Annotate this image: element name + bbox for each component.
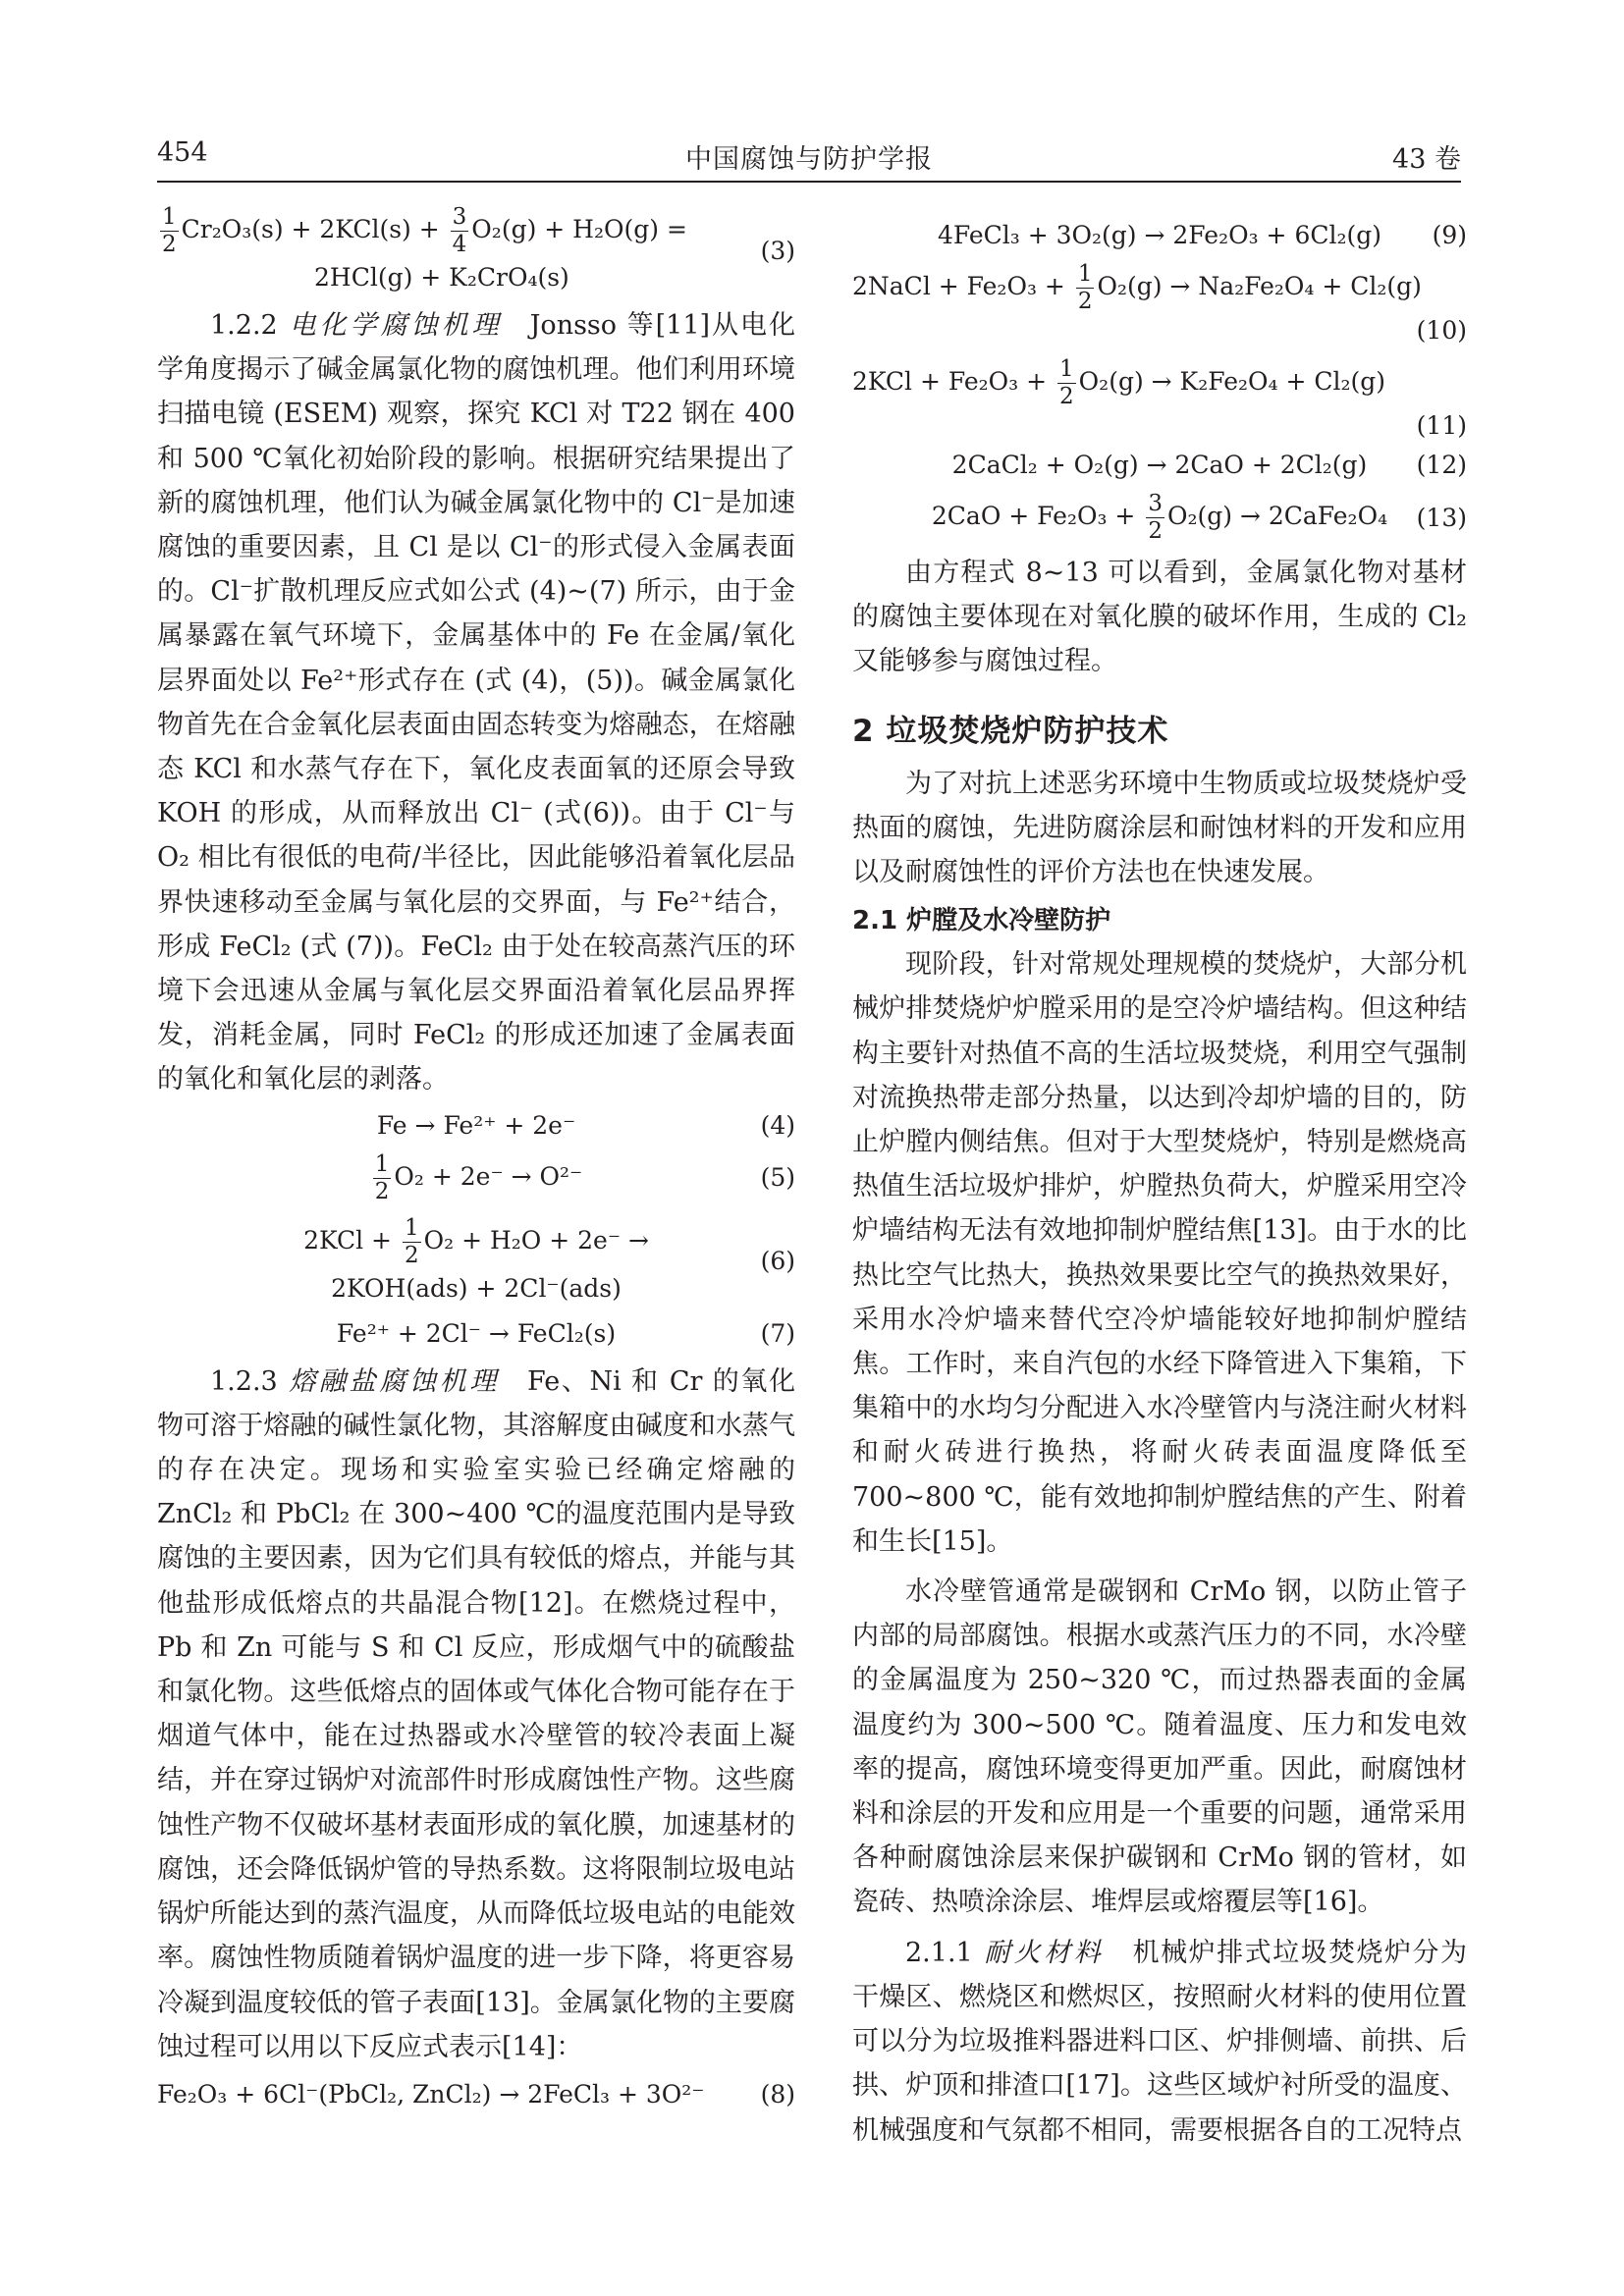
equation-3: $\frac{1}{2}$ Cr₂O₃(s) + 2KCl(s) + $\frac{3}{4}$ O₂(g) + H₂O(g) = 2HCl(g) + K₂CrO₄(s) (3) — [162, 204, 795, 292]
right-column — [852, 218, 1467, 2153]
equation-9: 4FeCl₃ + 3O₂(g) → 2Fe₂O₃ + 6Cl₂(g) (9) — [937, 221, 1467, 249]
section-2-1-heading: 2.1 炉膛及水冷壁防护 — [852, 906, 1111, 936]
equation-13: 2CaO + Fe₂O₃ + $\frac{3}{2}$ O₂(g) → 2CaFe₂O₄ (13) — [931, 491, 1467, 544]
equation-11: 2KCl + Fe₂O₃ + $\frac{1}{2}$ O₂(g) → K₂Fe₂O₄ + Cl₂(g) (11) — [852, 356, 1467, 440]
section-1-2-3: 1.2.3 熔融盐腐蚀机理 Fe、Ni 和 Cr 的氧化物可溶于熔融的碱性氯化物，其溶解度由碱度和水蒸气的存在决定。现场和实验室实验已经确定熔融的 ZnCl₂ 和 PbCl₂ 在 300~400 ℃的温度范围内是导致腐蚀的主要因素，因为它们具有较低的熔点，并能与其他盐形成低熔点的共晶混合物[12]。在燃烧过程中，Pb 和 Zn 可能与 S 和 Cl 反应，形成烟气中的硫酸盐和氯化物。这些低熔点的固体或气体化合物可能存在于烟道气体中，能在过热器或水冷壁管的较冷表面上凝结，并在穿过锅炉对流部件时形成腐蚀性产物。这些腐蚀性产物不仅破坏基材表面形成的氧化膜，加速基材的腐蚀，还会降低锅炉管的导热系数。这将限制垃圾电站锅炉所能达到的蒸汽温度，从而降低垃圾电站的电能效率。腐蚀性物质随着锅炉温度的进一步下降，将更容易冷凝到温度较低的管子表面[13]。金属氯化物的主要腐蚀过程可以用以下反应式表示[14]： — [157, 1365, 796, 2062]
section-2-heading: 2 垃圾焚烧炉防护技术 — [852, 713, 1169, 749]
equation-7: Fe²⁺ + 2Cl⁻ → FeCl₂(s) (7) — [336, 1318, 795, 1348]
equation-5: $\frac{1}{2}$ O₂ + 2e⁻ → O²⁻ (5) — [374, 1150, 795, 1204]
equation-12: 2CaCl₂ + O₂(g) → 2CaO + 2Cl₂(g) (12) — [951, 451, 1467, 479]
equation-6: 2KCl + $\frac{1}{2}$ O₂ + H₂O + 2e⁻ → 2KOH(ads) + 2Cl⁻(ads) (6) — [303, 1214, 795, 1303]
page-number: 454 — [157, 137, 208, 168]
paragraph-furnace: 现阶段，针对常规处理规模的焚烧炉，大部分机械炉排焚烧炉炉膛采用的是空冷炉墙结构。但这种结构主要针对热值不高的生活垃圾焚烧，利用空气强制对流换热带走部分热量，以达到冷却炉墙的目的，防止炉膛内侧结焦。但对于大型焚烧炉，特别是燃烧高热值生活垃圾炉排炉，炉膛热负荷大，炉膛采用空冷炉墙结构无法有效地抑制炉膛结焦[13]。由于水的比热比空气比热大，换热效果要比空气的换热效果好，采用水冷炉墙来替代空冷炉墙能较好地抑制炉膛结焦。工作时，来自汽包的水经下降管进入下集箱，下集箱中的水均匀分配进入水冷壁管内与浇注耐火材料和耐火砖进行换热，将耐火砖表面温度降低至 700~800 ℃，能有效地抑制炉膛结焦的产生、附着和生长[15]。 — [852, 949, 1467, 1557]
equation-10: 2NaCl + Fe₂O₃ + $\frac{1}{2}$ O₂(g) → Na₂Fe₂O₄ + Cl₂(g) (10) — [852, 261, 1467, 345]
section-2-intro: 为了对抗上述恶劣环境中生物质或垃圾焚烧炉受热面的腐蚀，先进防腐涂层和耐蚀材料的开发和应用以及耐腐蚀性的评价方法也在快速发展。 — [852, 768, 1467, 888]
paragraph-after-equations: 由方程式 8~13 可以看到，金属氯化物对基材的腐蚀主要体现在对氧化膜的破坏作用，生成的 Cl₂ 又能够参与腐蚀过程。 — [852, 558, 1467, 677]
paragraph-water-wall: 水冷壁管通常是碳钢和 CrMo 钢，以防止管子内部的局部腐蚀。根据水或蒸汽压力的不同，水冷壁的金属温度为 250~320 ℃，而过热器表面的金属温度约为 300~500 ℃。随着温度、压力和发电效率的提高，腐蚀环境变得更加严重。因此，耐腐蚀材料和涂层的开发和应用是一个重要的问题，通常采用各种耐腐蚀涂层来保护碳钢和 CrMo 钢的管材，如瓷砖、热喷涂涂层、堆焊层或熔覆层等[16]。 — [852, 1576, 1467, 1918]
equation-8: Fe₂O₃ + 6Cl⁻(PbCl₂, ZnCl₂) → 2FeCl₃ + 3O²⁻ (8) — [157, 2079, 795, 2109]
volume-label: 43 卷 — [1392, 144, 1461, 175]
running-header — [157, 137, 1461, 183]
left-column — [157, 206, 795, 2112]
journal-title: 中国腐蚀与防护学报 — [685, 144, 933, 175]
equation-number: (3) — [760, 236, 795, 265]
section-2-1-1: 2.1.1 耐火材料 机械炉排式垃圾焚烧炉分为干燥区、燃烧区和燃烬区，按照耐火材料的使用位置可以分为垃圾推料器进料口区、炉排侧墙、前拱、后拱、炉顶和排渣口[17]。这些区域炉衬所受的温度、机械强度和气氛都不相同，需要根据各自的工况特点 — [852, 1937, 1468, 2146]
section-1-2-2: 1.2.2 电化学腐蚀机理 Jonsso 等[11]从电化学角度揭示了碱金属氯化物的腐蚀机理。他们利用环境扫描电镜 (ESEM) 观察，探究 KCl 对 T22 钢在 400 和 500 ℃氧化初始阶段的影响。根据研究结果提出了新的腐蚀机理，他们认为碱金属氯化物中的 Cl⁻是加速腐蚀的重要因素，且 Cl 是以 Cl⁻的形式侵入金属表面的。Cl⁻扩散机理反应式如公式 (4)~(7) 所示，由于金属暴露在氧气环境下，金属基体中的 Fe 在金属/氧化层界面处以 Fe²⁺形式存在 (式 (4)，(5))。碱金属氯化物首先在合金氧化层表面由固态转变为熔融态，在熔融态 KCl 和水蒸气存在下，氧化皮表面氧的还原会导致 KOH 的形成，从而释放出 Cl⁻ (式(6))。由于 Cl⁻与 O₂ 相比有很低的电荷/半径比，因此能够沿着氧化层品界快速移动至金属与氧化层的交界面，与 Fe²⁺结合，形成 FeCl₂ (式 (7))。FeCl₂ 由于处在较高蒸汽压的环境下会迅速从金属与氧化层交界面沿着氧化层品界挥发，消耗金属，同时 FeCl₂ 的形成还加速了金属表面的氧化和氧化层的剥落。 — [157, 310, 795, 1095]
equation-4: Fe → Fe²⁺ + 2e⁻ (4) — [376, 1110, 795, 1140]
